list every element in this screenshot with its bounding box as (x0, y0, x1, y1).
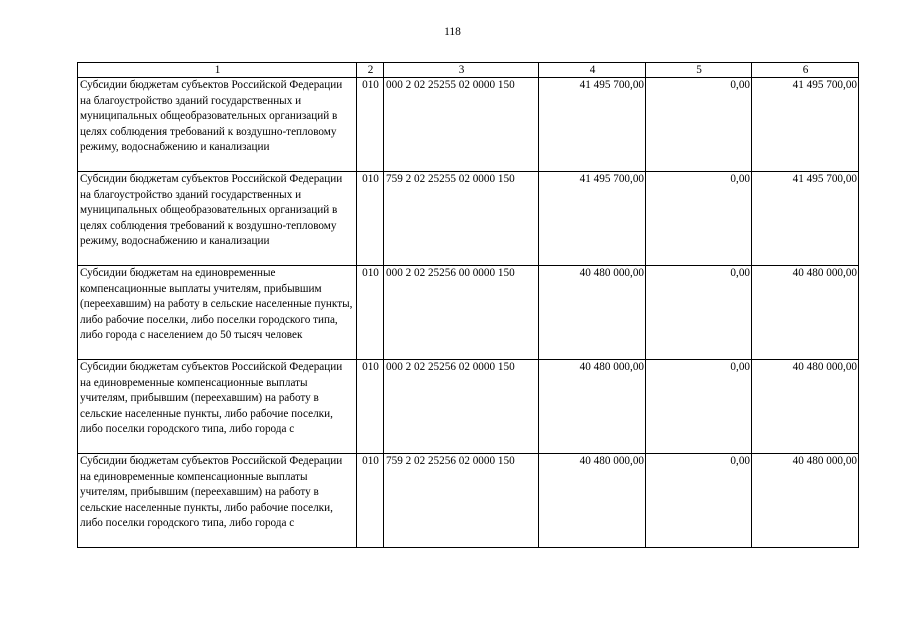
row-budget-code: 000 2 02 25256 02 0000 150 (384, 360, 539, 454)
row-admin-code: 010 (357, 360, 384, 454)
row-budget-code: 000 2 02 25256 00 0000 150 (384, 266, 539, 360)
table-row (78, 454, 859, 548)
row-budget-code: 759 2 02 25256 02 0000 150 (384, 454, 539, 548)
row-amount-col6: 40 480 000,00 (752, 454, 859, 548)
column-header-3: 3 (384, 63, 539, 78)
table-row (78, 266, 859, 360)
row-amount-col5: 0,00 (646, 172, 752, 266)
row-description: Субсидии бюджетам субъектов Российской Федерации на единовременные компенсационные выплаты учителям, прибывшим (переехавшим) на работу в сельские населенные пункты, либо рабочие поселки, либо поселки городского типа, либо города с (80, 361, 343, 436)
page-number: 118 (444, 26, 461, 38)
row-description: Субсидии бюджетам субъектов Российской Федерации на благоустройство зданий государственных и муниципальных общеобразовательных организаций в целях соблюдения требований к воздушно-тепловому режиму, водоснабжению и канализации (80, 79, 343, 154)
row-amount-col6: 41 495 700,00 (752, 78, 859, 172)
row-amount-col4: 40 480 000,00 (539, 454, 646, 548)
column-header-6: 6 (752, 63, 859, 78)
row-amount-col6: 40 480 000,00 (752, 360, 859, 454)
row-amount-col5: 0,00 (646, 360, 752, 454)
row-admin-code: 010 (357, 78, 384, 172)
row-amount-col6: 41 495 700,00 (752, 172, 859, 266)
row-amount-col4: 40 480 000,00 (539, 360, 646, 454)
row-amount-col5: 0,00 (646, 78, 752, 172)
table-row (78, 78, 859, 172)
row-amount-col4: 40 480 000,00 (539, 266, 646, 360)
column-header-2: 2 (357, 63, 384, 78)
table-row (78, 172, 859, 266)
row-amount-col4: 41 495 700,00 (539, 78, 646, 172)
row-budget-code: 000 2 02 25255 02 0000 150 (384, 78, 539, 172)
budget-table (77, 62, 859, 548)
row-budget-code: 759 2 02 25255 02 0000 150 (384, 172, 539, 266)
row-admin-code: 010 (357, 266, 384, 360)
row-description: Субсидии бюджетам субъектов Российской Федерации на благоустройство зданий государственных и муниципальных общеобразовательных организаций в целях соблюдения требований к воздушно-тепловому режиму, водоснабжению и канализации (80, 173, 343, 248)
row-admin-code: 010 (357, 172, 384, 266)
row-description: Субсидии бюджетам субъектов Российской Федерации на единовременные компенсационные выплаты учителям, прибывшим (переехавшим) на работу в сельские населенные пункты, либо рабочие поселки, либо поселки городского типа, либо города с (80, 455, 343, 530)
row-amount-col4: 41 495 700,00 (539, 172, 646, 266)
row-amount-col6: 40 480 000,00 (752, 266, 859, 360)
column-header-1: 1 (78, 63, 357, 78)
row-admin-code: 010 (357, 454, 384, 548)
column-header-5: 5 (646, 63, 752, 78)
row-description: Субсидии бюджетам на единовременные компенсационные выплаты учителям, прибывшим (переехавшим) на работу в сельские населенные пункты, либо рабочие поселки, либо поселки городского типа, либо города с населением до 50 тысяч человек (80, 267, 353, 342)
row-amount-col5: 0,00 (646, 454, 752, 548)
column-header-4: 4 (539, 63, 646, 78)
table-row (78, 360, 859, 454)
table-header-row (78, 63, 859, 78)
row-amount-col5: 0,00 (646, 266, 752, 360)
